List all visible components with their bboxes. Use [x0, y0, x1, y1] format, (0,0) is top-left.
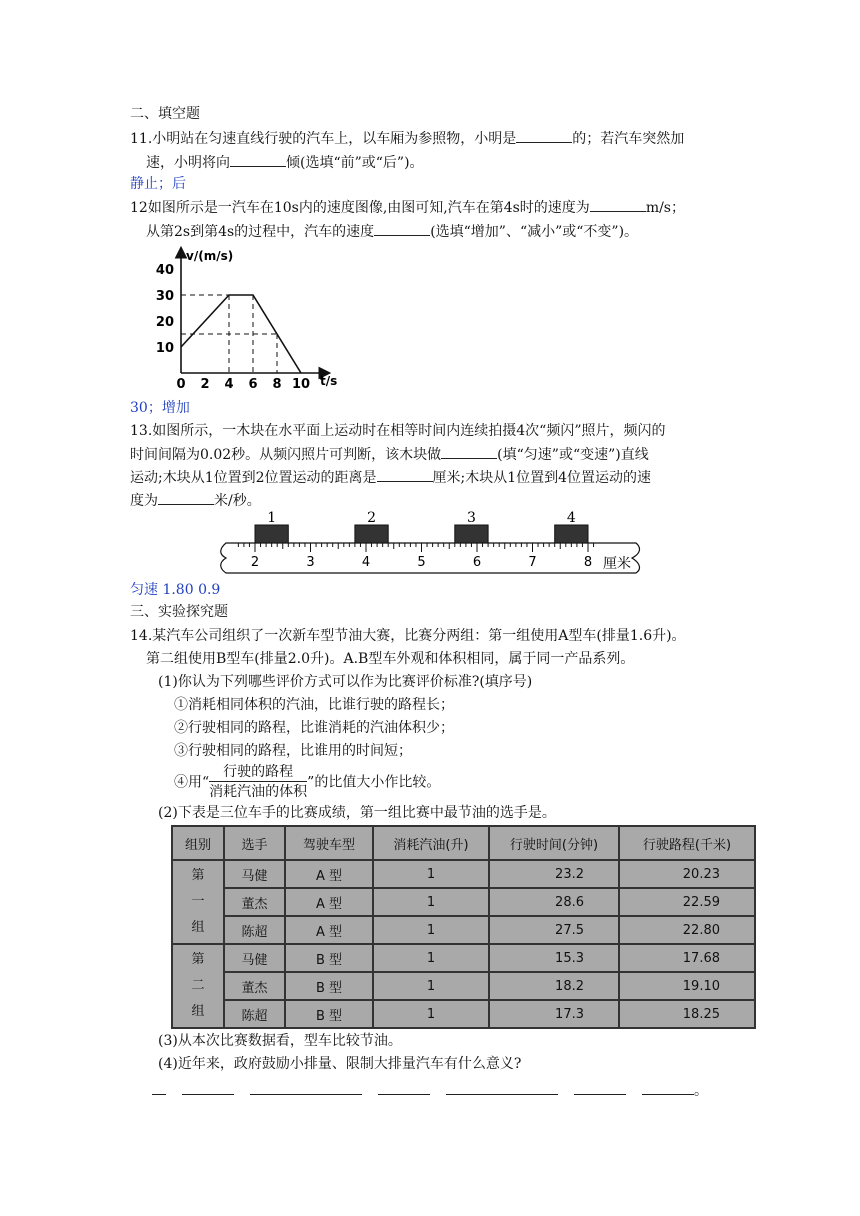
table-cell: 18.25: [619, 1000, 755, 1028]
velocity-time-chart: [150, 243, 350, 391]
table-header-cell: 选手: [224, 826, 285, 860]
q12-text-a: 12如图所示是一汽车在10s内的速度图像,由图可知,汽车在第4s时的速度为: [130, 200, 590, 216]
answer-underline[interactable]: [642, 1080, 694, 1095]
x-tick-label: 0: [176, 377, 186, 391]
y-tick-label: 30: [155, 289, 174, 304]
ruler-scale-label: 7: [528, 555, 537, 570]
table-cell: 1: [373, 916, 489, 944]
q13-blank-3[interactable]: [158, 490, 214, 505]
q13-blank-1[interactable]: [441, 444, 497, 459]
y-tick-label: 40: [155, 263, 174, 278]
table-cell: A 型: [285, 860, 373, 888]
q13-answer: 匀速 1.80 0.9: [130, 582, 221, 598]
block-position-label: 2: [367, 510, 377, 526]
y-tick-label: 20: [155, 315, 174, 330]
q13-text-b: (填“匀速”或“变速”)直线: [497, 447, 649, 463]
group-cell: 第 一 组: [172, 860, 224, 944]
q13-text-a: 时间间隔为0.02秒。从频闪照片可判断，该木块做: [130, 447, 442, 463]
q13-text-d: 厘米;木块从1位置到4位置运动的速: [432, 470, 652, 486]
q14-part2: (2)下表是三位车手的比赛成绩，第一组比赛中最节油的选手是。: [158, 805, 556, 821]
group-cell: 第 二 组: [172, 944, 224, 1028]
q14-part4: (4)近年来，政府鼓励小排量、限制大排量汽车有什么意义?: [158, 1056, 522, 1072]
block-position-label: 3: [466, 510, 476, 526]
wooden-block: [555, 525, 588, 543]
q11-line1: [130, 128, 684, 149]
table-cell: 20.23: [619, 860, 755, 888]
section-heading-fill-blank: 二、填空题: [130, 106, 200, 122]
table-row: [172, 944, 755, 972]
table-cell: 陈超: [224, 1000, 285, 1028]
table-cell: 马健: [224, 944, 285, 972]
table-header-cell: 行驶路程(千米): [619, 826, 755, 860]
table-row: [172, 916, 755, 944]
wooden-block: [255, 525, 288, 543]
ruler-scale-label: 8: [583, 555, 593, 570]
q14-part1: (1)你认为下列哪些评价方式可以作为比赛评价标准?(填序号): [158, 674, 533, 690]
table-cell: 1: [373, 1000, 489, 1028]
table-cell: A 型: [285, 916, 373, 944]
q14-line1: 14.某汽车公司组织了一次新车型节油大赛，比赛分两组：第一组使用A型车(排量1.6升)。: [130, 628, 686, 644]
answer-underline[interactable]: [250, 1080, 362, 1095]
table-cell: 马健: [224, 860, 285, 888]
answer-underline[interactable]: [446, 1080, 558, 1095]
y-axis-label: v/(m/s): [186, 249, 234, 263]
q13-text-c: 运动;木块从1位置到2位置运动的距离是: [130, 470, 377, 486]
block-position-label: 4: [566, 510, 576, 526]
q12-blank-2[interactable]: [374, 221, 430, 236]
ruler-body: [221, 543, 640, 573]
table-cell: 22.80: [619, 916, 755, 944]
q11-text-c: 速，小明将向: [146, 155, 230, 171]
section-heading-experiment: 三、实验探究题: [130, 604, 228, 620]
race-results-table: [171, 825, 756, 1029]
table-cell: B 型: [285, 944, 373, 972]
q14-option-4-suffix: ”的比值大小作比较。: [307, 774, 441, 791]
table-header-cell: 行驶时间(分钟): [489, 826, 619, 860]
wooden-block: [355, 525, 388, 543]
table-cell: 22.59: [619, 888, 755, 916]
q13-line1: 13.如图所示，一木块在水平面上运动时在相等时间内连续拍摄4次“频闪”照片，频闪的: [130, 423, 666, 439]
q12-line1: [130, 197, 685, 218]
q13-line4: [130, 490, 261, 511]
table-header-cell: 驾驶车型: [285, 826, 373, 860]
q14-answer-lines[interactable]: [152, 1080, 724, 1101]
q14-line2: 第二组使用B型车(排量2.0升)。A.B型车外观和体积相同，属于同一产品系列。: [146, 651, 635, 667]
table-cell: 1: [373, 944, 489, 972]
ruler-scale-label: 4: [361, 555, 371, 570]
q14-option-4: [174, 763, 440, 802]
fraction-denominator: 消耗汽油的体积: [209, 784, 308, 800]
table-cell: 23.2: [489, 860, 619, 888]
wooden-block: [455, 525, 488, 543]
q13-text-f: 米/秒。: [214, 493, 261, 509]
ruler-scale-label: 5: [417, 555, 426, 570]
q11-text-d: 倾(选填“前”或“后”)。: [286, 155, 424, 171]
table-cell: 17.68: [619, 944, 755, 972]
ruler-strobe-figure: [210, 510, 650, 576]
table-header-cell: 消耗汽油(升): [373, 826, 489, 860]
table-header-cell: 组别: [172, 826, 224, 860]
q12-text-b: m/s；: [645, 200, 685, 216]
q13-blank-2[interactable]: [377, 467, 433, 482]
x-tick-label: 6: [248, 377, 258, 391]
table-cell: 1: [373, 888, 489, 916]
x-tick-label: 2: [200, 377, 210, 391]
ruler-scale-label: 6: [472, 555, 482, 570]
x-tick-label: 8: [272, 377, 282, 391]
ruler-scale-label: 2: [250, 555, 260, 570]
x-tick-label: 10: [291, 377, 311, 391]
table-row: [172, 1000, 755, 1028]
y-tick-label: 10: [155, 341, 174, 356]
answer-underline[interactable]: [182, 1080, 234, 1095]
table-cell: 18.2: [489, 972, 619, 1000]
q11-answer: 静止；后: [130, 176, 186, 192]
q11-text-b: 的；若汽车突然加: [572, 131, 685, 147]
q14-end-mark: 。: [694, 1083, 708, 1099]
q14-part3: (3)从本次比赛数据看，型车比较节油。: [158, 1033, 402, 1049]
table-cell: 27.5: [489, 916, 619, 944]
table-cell: 1: [373, 972, 489, 1000]
table-cell: 15.3: [489, 944, 619, 972]
answer-underline[interactable]: [574, 1080, 626, 1095]
table-header-row: [172, 826, 755, 860]
table-cell: 1: [373, 860, 489, 888]
table-cell: B 型: [285, 972, 373, 1000]
table-cell: 28.6: [489, 888, 619, 916]
block-position-label: 1: [267, 510, 277, 526]
table-cell: 19.10: [619, 972, 755, 1000]
table-row: [172, 888, 755, 916]
q11-blank-1[interactable]: [516, 128, 572, 143]
q12-blank-1[interactable]: [590, 197, 646, 212]
q12-line2: [146, 221, 638, 242]
q14-option-3: ③行驶相同的路程，比谁用的时间短；: [174, 743, 412, 759]
table-cell: B 型: [285, 1000, 373, 1028]
q11-text-a: 11.小明站在匀速直线行驶的汽车上，以车厢为参照物，小明是: [130, 131, 517, 147]
table-cell: 17.3: [489, 1000, 619, 1028]
q11-blank-2[interactable]: [230, 152, 286, 167]
fraction-numerator: 行驶的路程: [209, 763, 307, 782]
x-axis-label: t/s: [320, 374, 338, 388]
ruler-scale-label: 3: [306, 555, 315, 570]
q14-option-4-prefix: ④用“: [174, 774, 210, 791]
table-cell: A 型: [285, 888, 373, 916]
q14-option-2: ②行驶相同的路程，比谁消耗的汽油体积少；: [174, 720, 454, 736]
q11-line2: [146, 152, 424, 173]
table-row: [172, 972, 755, 1000]
q14-option-1: ①消耗相同体积的汽油，比谁行驶的路程长；: [174, 697, 454, 713]
ruler-unit-label: 厘米: [603, 556, 631, 572]
ratio-fraction: [209, 763, 307, 802]
q13-line3: [130, 467, 651, 488]
q13-text-e: 度为: [130, 493, 158, 509]
q13-line2: [130, 444, 649, 465]
table-cell: 董杰: [224, 888, 285, 916]
table-cell: 陈超: [224, 916, 285, 944]
table-cell: 董杰: [224, 972, 285, 1000]
q12-text-c: 从第2s到第4s的过程中，汽车的速度: [146, 224, 375, 240]
q12-answer: 30；增加: [130, 400, 190, 416]
answer-underline[interactable]: [152, 1080, 166, 1095]
table-row: [172, 860, 755, 888]
x-tick-label: 4: [224, 377, 234, 391]
answer-underline[interactable]: [378, 1080, 430, 1095]
q12-text-d: (选填“增加”、“减小”或“不变”)。: [430, 224, 639, 240]
